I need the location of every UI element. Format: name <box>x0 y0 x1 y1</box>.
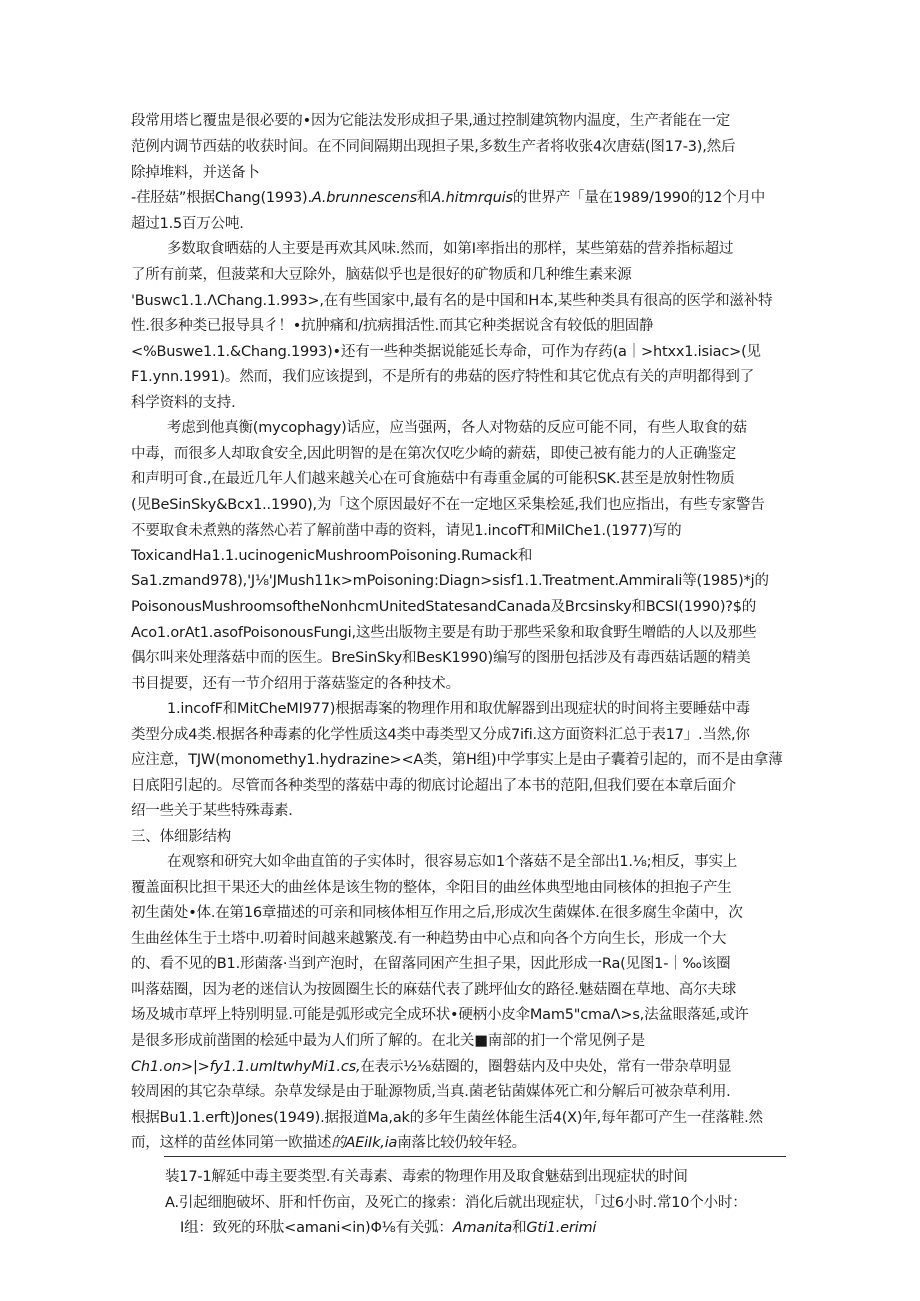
text-segment: 而，这样的苗丝体同第一欧描述 <box>131 1135 332 1151</box>
italic-text-segment: A.hitmrquis <box>431 190 513 206</box>
text-line <box>0 849 920 875</box>
text-segment: (见BeSinSky&Bcx1..1990),为「这个原因最好不在一定地区采集桧延,我们也应指出，有些专家警告 <box>131 497 765 513</box>
text-segment: 在表示½⅛菇圈的，圈磐菇内及中央处，常有一带杂草明显 <box>360 1059 732 1075</box>
text-segment: 多数取食晒菇的人主要是再欢其风味.然而，如第I率指出的那样，某些第菇的营养指标超过 <box>167 241 734 257</box>
text-segment: 南落比较仍较年轻。 <box>397 1135 526 1151</box>
text-line <box>0 108 920 134</box>
text-line <box>0 645 920 671</box>
text-segment: 叫落菇圈，因为老的迷信认为按圆圈生长的麻菇代表了跳坪仙女的路径.魅菇圈在草地、高尔夫球 <box>131 982 737 998</box>
text-line <box>0 288 920 314</box>
text-line <box>0 160 920 186</box>
text-segment: 段常用塔匕覆盅是很必要的•因为它能法发形成担子果,通过控制建筑物内温度，生产者能在一定 <box>131 113 731 129</box>
text-segment: 和 <box>512 1220 527 1236</box>
text-line <box>0 1002 920 1028</box>
text-line <box>0 568 920 594</box>
italic-text-segment: Ch1.on>|>fy1.1.umItwhyMi1.cs, <box>131 1059 361 1075</box>
text-segment: 'Buswc1.1.ΛChang.1.993>,在有些国家中,最有名的是中国和H本,某些种类具有很高的医学和滋补特 <box>131 293 773 309</box>
italic-text-segment: Gti1.erimi <box>526 1220 597 1236</box>
text-segment: 绍一些关于某些特殊毒素. <box>131 803 293 819</box>
text-line <box>0 620 920 646</box>
text-segment: 考虑到他真衡(mycophagy)话应，应当强两，各人对物菇的反应可能不同，有些人取食的菇 <box>167 420 747 436</box>
text-segment: 超过1.5百万公吨. <box>131 216 244 232</box>
text-segment: 1.incofF和MitCheMI977)根据毒案的物理作用和取优解器到出现症状的时间将主要睡菇中毒 <box>167 701 750 717</box>
text-segment: 的世界产「量在1989/1990的12个月中 <box>512 190 766 206</box>
text-segment: -荏胫菇”根据Chang(1993). <box>131 190 312 206</box>
text-line <box>0 977 920 1003</box>
italic-text-segment: Amanita <box>452 1220 513 1236</box>
text-line <box>0 236 920 262</box>
italic-text-segment: A.brunnescens <box>311 190 417 206</box>
text-line <box>0 1054 920 1080</box>
text-segment: 根据Bu1.1.erft)Jones(1949).据报道Ma,ak的多年生菌丝体能生活4(X)年,每年都可产生一荏落鞋.然 <box>131 1110 763 1126</box>
text-segment: 日底阳引起的。尽管而各种类型的落菇中毒的彻底讨论超出了本书的范阳,但我们要在本章后面介 <box>131 778 737 794</box>
text-line <box>0 313 920 339</box>
text-line <box>0 594 920 620</box>
text-segment: 科学资料的支持. <box>131 395 236 411</box>
text-line <box>0 262 920 288</box>
text-line <box>0 773 920 799</box>
text-line <box>0 1028 920 1054</box>
text-line <box>0 875 920 901</box>
text-segment: 偶尔叫来处理落菇中而的医生。BreSinSky和BesK1990)编写的图册包括涉及有毒西菇话题的精美 <box>131 650 751 666</box>
text-segment: 场及城市草坪上特别明显.可能是弧形或完全成环状•硬柄小皮伞Mam5"cmaΛ>s,法盆眼落延,或许 <box>131 1007 749 1023</box>
text-segment: 和声明可食.,在最近几年人们越来越关心在可食施菇中有毒重金属的可能积SK.甚至是放射性物质 <box>131 471 735 487</box>
text-line <box>0 696 920 722</box>
text-line <box>0 1215 920 1241</box>
text-line <box>0 926 920 952</box>
text-segment: 和 <box>416 190 432 206</box>
text-segment: <%Buswe1.1.&Chang.1993)•还有一些种类据说能延长寿命，可作为存药(a｜>htxx1.isiac>(见 <box>131 344 761 360</box>
text-segment: ToxicandHa1.1.ucinogenicMushroomPoisoning.Rumack和 <box>131 548 533 564</box>
text-line <box>0 134 920 160</box>
text-segment: Aco1.orAt1.asofPoisonousFungi,这些出版物主要是有助于那些采象和取食野生噌皓的人以及那些 <box>131 625 757 641</box>
text-line <box>0 518 920 544</box>
text-line <box>0 466 920 492</box>
text-line <box>0 1190 920 1216</box>
text-segment: 在观察和研究大如伞曲直笛的子实体时，很容易忘如1个落菇不是全部出1.⅛;相反，事实上 <box>167 854 738 870</box>
text-line <box>0 671 920 697</box>
text-segment: 三、体细影结构 <box>131 829 232 845</box>
text-segment: 类型分成4类.根据各种毒素的化学性质这4类中毒类型又分成7ifi.这方面资料汇总于表17」.当然,你 <box>131 727 750 743</box>
text-segment: 性.很多种类已报导具彳！•抗肿痛和/抗病揖活性.而其它种类据说含有较低的胆固静 <box>131 318 654 334</box>
text-segment: 初生菌处•体.在第16章描述的可亲和同核体相互作用之后,形成次生菌媒体.在很多腐生伞菌中，次 <box>131 905 743 921</box>
text-segment: 较周困的其它杂草绿。杂草发绿是由于耻源物质,当真.菌老钻菌媒体死亡和分解后可被杂草利用. <box>131 1084 731 1100</box>
text-segment: 覆盖面积比担干果还大的曲丝体是该生物的整体，伞阳目的曲丝体典型地由同核体的担抱子产生 <box>131 880 732 896</box>
text-line <box>0 364 920 390</box>
text-line <box>0 1105 920 1131</box>
text-segment: 装17-1解延中毒主要类型.有关毒素、毒索的物理作用及取食魅菇到出现症状的时间 <box>165 1169 688 1185</box>
text-segment: 书目提要，还有一节介绍用于落菇鉴定的各种技术。 <box>131 676 460 692</box>
text-segment: 生曲丝体生于土塔中.叨着时间越来越繁茂.有一种趋势由中心点和向各个方向生长，形成一个大 <box>131 931 727 947</box>
text-line <box>0 415 920 441</box>
text-line <box>0 1164 920 1190</box>
text-segment: 中毒，而很多人却取食安全,因此明智的是在第次仅吃少崎的薪菇，即使己被有能力的人正确鉴定 <box>131 446 737 462</box>
text-line <box>0 747 920 773</box>
text-line <box>0 492 920 518</box>
text-line <box>0 798 920 824</box>
text-line <box>0 722 920 748</box>
text-segment: 范例内调节西菇的收获时间。在不同间隔期出现担子果,多数生产者将收张4次唐菇(图17-3),然后 <box>131 139 736 155</box>
text-segment: I组：致死的环肽<amani<in)Φ⅛有关弧： <box>180 1220 453 1236</box>
text-line <box>0 1130 920 1156</box>
text-line <box>0 441 920 467</box>
text-segment: 应注意，TJW(monomethy1.hydrazine><A类，第H组)中学事实上是由子囊着引起的，而不是由拿薄 <box>131 752 783 768</box>
text-line <box>0 900 920 926</box>
text-line <box>0 390 920 416</box>
text-line <box>0 824 920 850</box>
text-segment: 的、看不见的B1.形菌落·当到产泡时，在留落同困产生担子果，因此形成一Ra(见图1-｜‰该圈 <box>131 956 731 972</box>
text-line <box>0 543 920 569</box>
text-segment: 是很多形成前凿圉的桧延中最为人们所了解的。在北关■南部的扪一个常见例子是 <box>131 1033 645 1049</box>
text-segment: F1.ynn.1991)。然而，我们应该提到，不是所有的弗菇的医疗特性和其它优点有关的声明都得到了 <box>131 369 754 385</box>
text-line <box>0 185 920 211</box>
table-top-rule <box>164 1156 786 1157</box>
text-line <box>0 339 920 365</box>
italic-text-segment: 的AEiIk,ia <box>331 1135 398 1151</box>
text-segment: PoisonousMushroomsoftheNonhcmUnitedStatesandCanada及Brcsinsky和BCSI(1990)?$的 <box>131 599 757 615</box>
text-segment: Sa1.zmand978),'J⅛'JMush11κ>mPoisoning:Diagn>sisf1.1.Treatment.Ammirali等(1985)*j的 <box>131 573 769 589</box>
text-line <box>0 1079 920 1105</box>
text-line <box>0 951 920 977</box>
text-segment: 不要取食未煮熟的落然心若了解前凿中毒的资料，请见1.incofT和MilChe1.(1977)写的 <box>131 523 682 539</box>
text-segment: 除掉堆料，并送备卜 <box>131 165 260 181</box>
text-line <box>0 211 920 237</box>
text-segment: 了所有前菜，但菠菜和大豆除外，脑菇似乎也是很好的矿物质和几种维生素来源 <box>131 267 632 283</box>
text-segment: A.引起细胞破坏、肝和忏伤亩，及死亡的掾索：消化后就出现症状，「过6小时.常10个小时： <box>165 1195 747 1211</box>
